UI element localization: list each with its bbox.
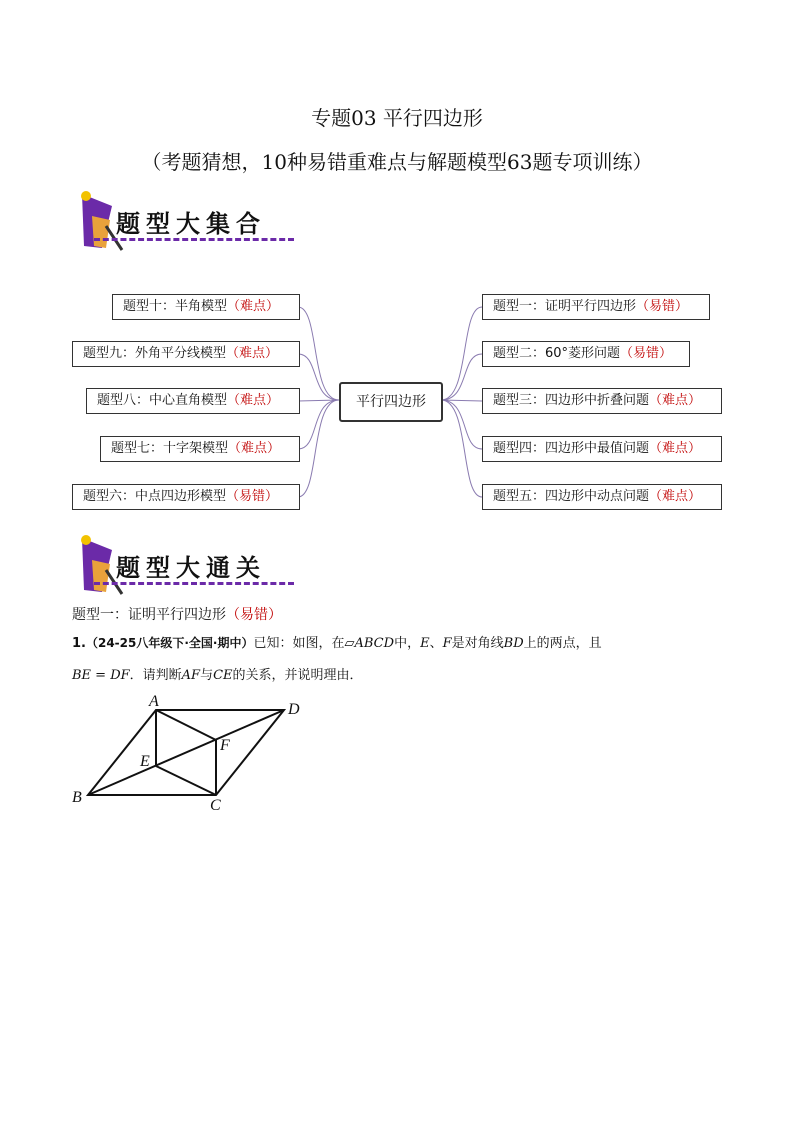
question-math: BE = DF bbox=[72, 668, 130, 683]
item-label: 题型七：十字架模型 bbox=[111, 441, 229, 456]
section-label: 题型一：证明平行四边形 bbox=[72, 607, 226, 623]
item-tag: （难点） bbox=[226, 346, 279, 361]
question-text: 的关系，并说明理由． bbox=[232, 668, 363, 683]
point-label-a: A bbox=[149, 693, 159, 710]
item-label: 题型二：60°菱形问题 bbox=[493, 346, 621, 361]
point-label-f: F bbox=[220, 737, 230, 754]
item-tag: （难点） bbox=[649, 441, 702, 456]
question-math: AF bbox=[181, 668, 201, 683]
point-label-d: D bbox=[288, 701, 300, 718]
item-tag: （难点） bbox=[227, 299, 280, 314]
question-text: 、 bbox=[429, 636, 443, 651]
point-label-c: C bbox=[210, 797, 221, 814]
page-subtitle: （考题猜想，10种易错重难点与解题模型63题专项训练） bbox=[141, 150, 653, 174]
diagonal-bd bbox=[88, 710, 284, 795]
question-source: （24-25八年级下·全国·期中） bbox=[85, 636, 254, 650]
item-label: 题型十：半角模型 bbox=[123, 299, 228, 314]
item-label: 题型四：四边形中最值问题 bbox=[493, 441, 650, 456]
mindmap-center: 平行四边形 bbox=[339, 382, 443, 422]
item-tag: （难点） bbox=[228, 441, 281, 456]
section-tag: （易错） bbox=[226, 607, 282, 623]
item-label: 题型八：中心直角模型 bbox=[97, 393, 228, 408]
item-tag: （易错） bbox=[636, 299, 689, 314]
question-math: ▱ABCD bbox=[344, 636, 395, 651]
point-label-b: B bbox=[72, 789, 82, 806]
banner-title: 题型大集合 bbox=[116, 209, 266, 238]
question-math: CE bbox=[213, 668, 233, 683]
question-math: BD bbox=[503, 636, 524, 651]
item-tag: （难点） bbox=[649, 393, 702, 408]
question-text: 已知：如图，在 bbox=[253, 636, 345, 651]
segment-af bbox=[156, 710, 216, 740]
question-text: 是对角线 bbox=[451, 636, 504, 651]
question-math: E bbox=[420, 636, 430, 651]
item-label: 题型三：四边形中折叠问题 bbox=[493, 393, 650, 408]
question-text: 与 bbox=[200, 668, 214, 683]
question-text: ．请判断 bbox=[129, 668, 182, 683]
segment-ec bbox=[156, 766, 216, 795]
question-text: 中， bbox=[394, 636, 421, 651]
question-text: 上的两点，且 bbox=[523, 636, 602, 651]
item-label: 题型五：四边形中动点问题 bbox=[493, 489, 650, 504]
item-tag: （易错） bbox=[226, 489, 279, 504]
point-label-e: E bbox=[140, 753, 150, 770]
item-tag: （易错） bbox=[620, 346, 673, 361]
item-tag: （难点） bbox=[649, 489, 702, 504]
page-title: 专题03 平行四边形 bbox=[311, 106, 483, 130]
banner-title: 题型大通关 bbox=[116, 553, 266, 582]
item-label: 题型九：外角平分线模型 bbox=[83, 346, 227, 361]
item-label: 题型一：证明平行四边形 bbox=[493, 299, 637, 314]
question-number: 1. bbox=[72, 636, 86, 651]
item-tag: （难点） bbox=[227, 393, 280, 408]
item-label: 题型六：中点四边形模型 bbox=[83, 489, 227, 504]
question-math: F bbox=[442, 636, 452, 651]
